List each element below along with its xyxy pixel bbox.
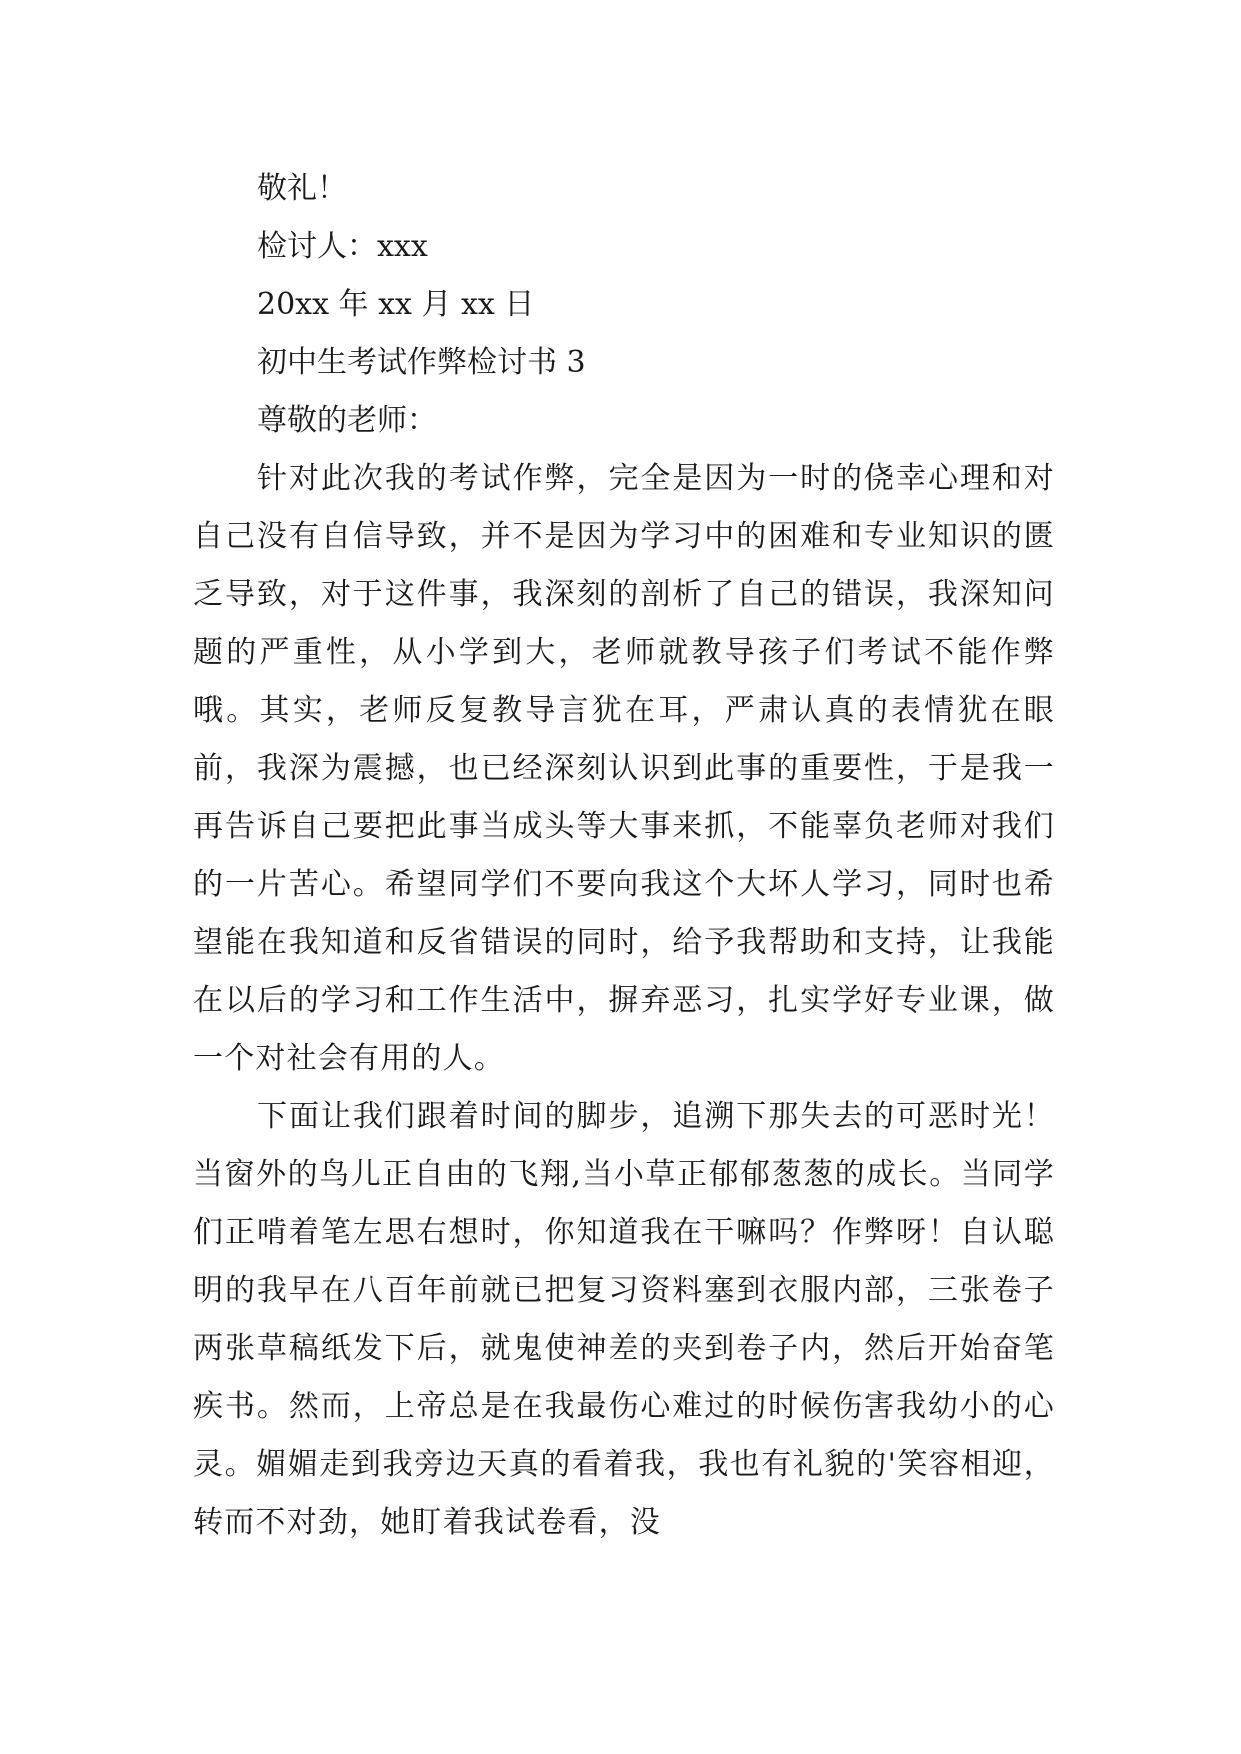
body-paragraph-2: 下面让我们跟着时间的脚步，追溯下那失去的可恶时光！当窗外的鸟儿正自由的飞翔,当小草正郁郁葱葱的成长。当同学们正啃着笔左思右想时，你知道我在干嘛吗？作弊呀！自认聪明的我早在八百年前就已把复习资料塞到衣服内部，三张卷子两张草稿纸发下后，就鬼使神差的夹到卷子内，然后开始奋笔疾书。然而，上帝总是在我最伤心难过的时候伤害我幼小的心灵。媚媚走到我旁边天真的看着我，我也有礼貌的'笑容相迎，转而不对劲，她盯着我试卷看，没 — [193, 1099, 1055, 1540]
greeting-line: 尊敬的老师： — [257, 403, 437, 438]
date-line: 20xx 年 xx 月 xx 日 — [257, 287, 535, 322]
document-body — [193, 160, 1055, 1552]
body-paragraph-1: 针对此次我的考试作弊，完全是因为一时的侥幸心理和对自己没有自信导致，并不是因为学习中的困难和专业知识的匮乏导致，对于这件事，我深刻的剖析了自己的错误，我深知问题的严重性，从小学到大，老师就教导孩子们考试不能作弊哦。其实，老师反复教导言犹在耳，严肃认真的表情犹在眼前，我深为震撼，也已经深刻认识到此事的重要性，于是我一再告诉自己要把此事当成头等大事来抓，不能辜负老师对我们的一片苦心。希望同学们不要向我这个大坏人学习，同时也希望能在我知道和反省错误的同时，给予我帮助和支持，让我能在以后的学习和工作生活中，摒弃恶习，扎实学好专业课，做一个对社会有用的人。 — [193, 461, 1055, 1076]
section-heading: 初中生考试作弊检讨书 3 — [257, 345, 586, 380]
closing-salute: 敬礼！ — [257, 171, 347, 206]
signer-line: 检讨人：xxx — [257, 229, 428, 264]
